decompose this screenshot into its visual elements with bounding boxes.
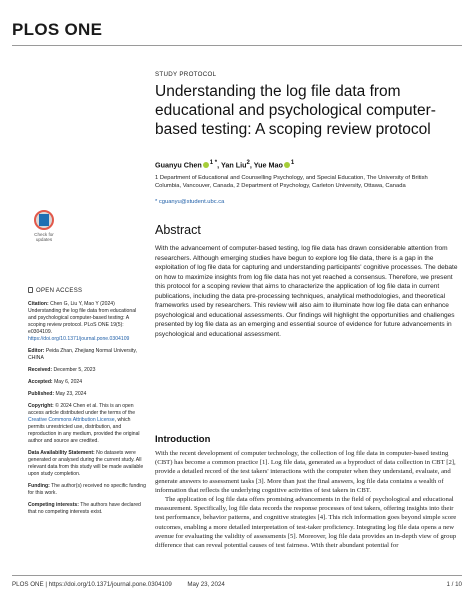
introduction-body [155, 449, 460, 550]
footer-journal-doi[interactable]: PLOS ONE | https://doi.org/10.1371/journal.pone.0304109 [12, 581, 172, 588]
check-updates-label: Check for updates [34, 232, 54, 242]
author-affiliation-marker: 1 [290, 160, 295, 166]
article-title: Understanding the log file data from educational and psychological computer-based testing: A scoping review protocol [155, 83, 436, 138]
abstract-text: With the advancement of computer-based testing, log file data has drawn considerable attention from researchers. Although emerging studies have begun to explore log file data, there is a gap in the exploitation of log file data for capturing and understanding participants' cognitive processes. The debate on how to maximize insights from log file data has not yet reached a consensus. Therefore, we present this protocol for a scoping review that aims to characterize the application of log file data in current publications, including the data pre-processing techniques, analytical methodologies, and theoretical frameworks used by researchers. This review will also aim to illuminate how log file data can enhance psychological and educational assessments. Our findings will highlight the opportunities and challenges presented by log file data as an emerging and essential source of evidence for future advancements in psychological and educational assessment. [155, 245, 458, 338]
orcid-icon[interactable] [284, 162, 290, 168]
citation-block [28, 301, 146, 343]
published-block [28, 391, 146, 398]
footer-divider [12, 575, 462, 576]
data-availability-label: Data Availability Statement: [28, 450, 95, 456]
funding-block [28, 483, 146, 497]
article-info-sidebar [28, 287, 146, 521]
copyright-label: Copyright: [28, 403, 54, 409]
funding-label: Funding: [28, 483, 50, 489]
published-date: May 23, 2024 [55, 391, 87, 397]
funding-text: The author(s) received no specific funding for this work. [28, 483, 146, 496]
footer-date: May 23, 2024 [187, 581, 225, 588]
open-access-badge [28, 287, 146, 295]
author-affiliation-marker: 2 [246, 160, 250, 166]
citation-text: Chen G, Liu Y, Mao Y (2024) Understanding the log file data from educational and psychological computer-based testing: A scoping review protocol. PLoS ONE 19(5): e0304109. [28, 301, 137, 335]
corresponding-email[interactable]: * cguanyu@student.ubc.ca [155, 199, 225, 205]
author-name[interactable]: Guanyu Chen [155, 160, 202, 170]
page-number: 1 / 10 [446, 581, 462, 588]
orcid-icon[interactable] [203, 162, 209, 168]
lock-icon [28, 287, 33, 293]
competing-interests-label: Competing interests: [28, 502, 79, 508]
accepted-label: Accepted: [28, 379, 53, 385]
received-date: December 5, 2023 [53, 367, 96, 373]
copyright-text-end: , which permits unrestricted use, distribution, and reproduction in any medium, provided the original author and source are credited. [28, 417, 140, 444]
editor-label: Editor: [28, 348, 45, 354]
introduction-paragraph: With the recent development of computer technology, the collection of log file data in computer-based testing (CBT) has become a common practice [1]. Log file data, generated as a byproduct of data collection in CBT [2], provide a detailed record of the test takers' interactions with the computer when they understand, evaluate, and generate answers to assessment tasks [3]. More than just the final answers, log file data contains a wealth of information that reflects the underlying cognitive activities of test takers in CBT. [155, 450, 456, 494]
competing-interests-block [28, 502, 146, 516]
copyright-block [28, 403, 146, 445]
received-label: Received: [28, 367, 53, 373]
editor-text: Peida Zhan, Zhejiang Normal University, CHINA [28, 348, 137, 361]
author-name[interactable]: Yan Liu [220, 160, 247, 170]
license-link[interactable]: Creative Commons Attribution License [28, 417, 115, 423]
open-access-label: OPEN ACCESS [36, 288, 83, 294]
check-for-updates-button[interactable] [31, 210, 57, 250]
accepted-block [28, 379, 146, 386]
data-availability-block [28, 450, 146, 478]
footer-citation [12, 581, 225, 588]
author-name[interactable]: Yue Mao [253, 160, 283, 170]
received-block [28, 367, 146, 374]
abstract-heading: Abstract [155, 223, 201, 237]
copyright-text: © 2024 Chen et al. This is an open access article distributed under the terms of the [28, 403, 136, 416]
published-label: Published: [28, 391, 55, 397]
journal-logo[interactable]: PLOS ONE [12, 20, 103, 39]
header-divider [12, 45, 462, 46]
editor-block [28, 348, 146, 362]
competing-interests-text: The authors have declared that no competing interests exist. [28, 502, 141, 515]
data-availability-text: No datasets were generated or analysed during the current study. All relevant data from this study will be made available upon study completion. [28, 450, 144, 477]
author-affiliation-marker: 1 * [209, 160, 218, 166]
author-list: Guanyu Chen $^{1 *}$, Yan Liu$^2$, Yue Mao $^1$ [155, 160, 295, 170]
bookmark-icon [39, 214, 49, 226]
article-type-label: STUDY PROTOCOL [155, 71, 217, 78]
citation-label: Citation: [28, 301, 49, 307]
introduction-paragraph: The application of log file data offers promising advancements in the field of psychological and educational measurement. Specifically, log file data records the response processes of test takers, offering insights into their test performance, behavior patterns, and cognitive strategies [4]. This rich information goes beyond simple score outcomes, enabling a more detailed interpretation of test-taker proficiency. Integrating log file data opens a new avenue for evaluating the validity of assessments [5]. Moreover, log file data provides an in-depth view of group difference that can reveal potential causes of test fairness. With their abundant potential for [155, 496, 457, 550]
affiliations: 1 Department of Educational and Counselling Psychology, and Special Education, The University of British Columbia, Vancouver, Canada, 2 Department of Psychology, Carleton University, Ottawa, Canada [155, 175, 428, 189]
accepted-date: May 6, 2024 [54, 379, 83, 385]
citation-doi-link[interactable]: https://doi.org/10.1371/journal.pone.0304109 [28, 336, 130, 342]
introduction-heading: Introduction [155, 434, 211, 445]
